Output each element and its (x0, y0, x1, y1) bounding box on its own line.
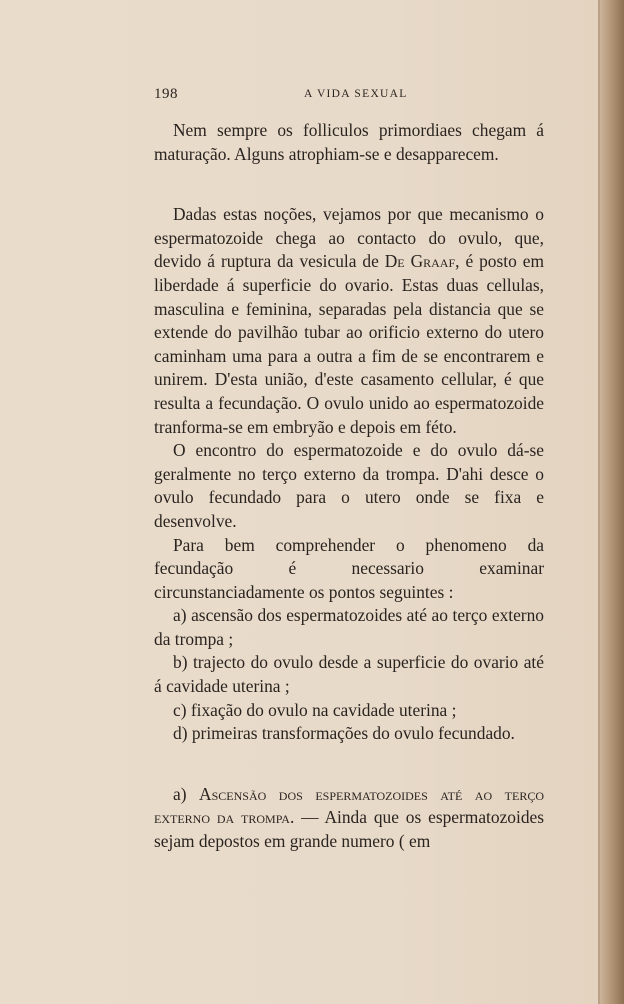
list-item-c: c) fixação do ovulo na cavidade uterina ; (173, 699, 457, 720)
list-item-d: d) primeiras transformações do ovulo fecundado. (173, 723, 515, 744)
section-ascension-text: — Ainda que os espermatozoides sejam depostos em grande numero ( em (154, 807, 545, 852)
section-ascension-prefix: a) (173, 783, 200, 804)
list-item-a: a) ascensão dos espermatozoides até ao terço externo da trompa ; (154, 605, 544, 649)
list-item-b: b) trajecto do ovulo desde a superficie do ovario até á cavidade uterina ; (154, 652, 544, 697)
paragraph-encounter: O encontro do espermatozoide e do ovulo dá-se geralmente no terço externo da trompa. D'ahi desce o ovulo fecundado para o utero onde se fixa e desenvolve. (154, 440, 544, 531)
section-ascension (154, 783, 544, 854)
paragraph-mechanism-text-1: Dadas estas noções, vejamos por que mecanismo o espermatozoide chega ao contacto do ovulo, que, devido á ruptura da vesicula de (154, 204, 544, 272)
page-header (154, 86, 544, 108)
paragraph-points: Para bem comprehender o phenomeno da fecundação é necessario examinar circunstanciadamente os pontos seguintes : (154, 534, 544, 602)
paragraph-mechanism (154, 203, 544, 439)
running-title: A VIDA SEXUAL (304, 88, 408, 100)
body-text (154, 119, 544, 854)
book-spine (600, 0, 624, 1004)
paragraph-mechanism-text-2: , é posto em liberdade á superficie do ovario. Estas duas cellulas, masculina e feminina, separadas pela distancia que se extende do pavilhão tubar ao orificio externo do utero caminham uma para a outra a fim de se encontrarem e unirem. D'esta união, d'este casamento cellular, é que resulta a fecundação. O ovulo unido ao espermatozoide tranforma-se em embryão e depois em féto. (154, 251, 544, 437)
paragraph-follicles: Nem sempre os folliculos primordiaes chegam á maturação. Alguns atrophiam-se e desapparecem. (154, 120, 544, 164)
de-graaf-name: De Graaf (384, 251, 456, 272)
page-number: 198 (154, 86, 178, 102)
section-heading: Ascensão dos espermatozoides até ao terço externo da trompa. (154, 783, 544, 828)
